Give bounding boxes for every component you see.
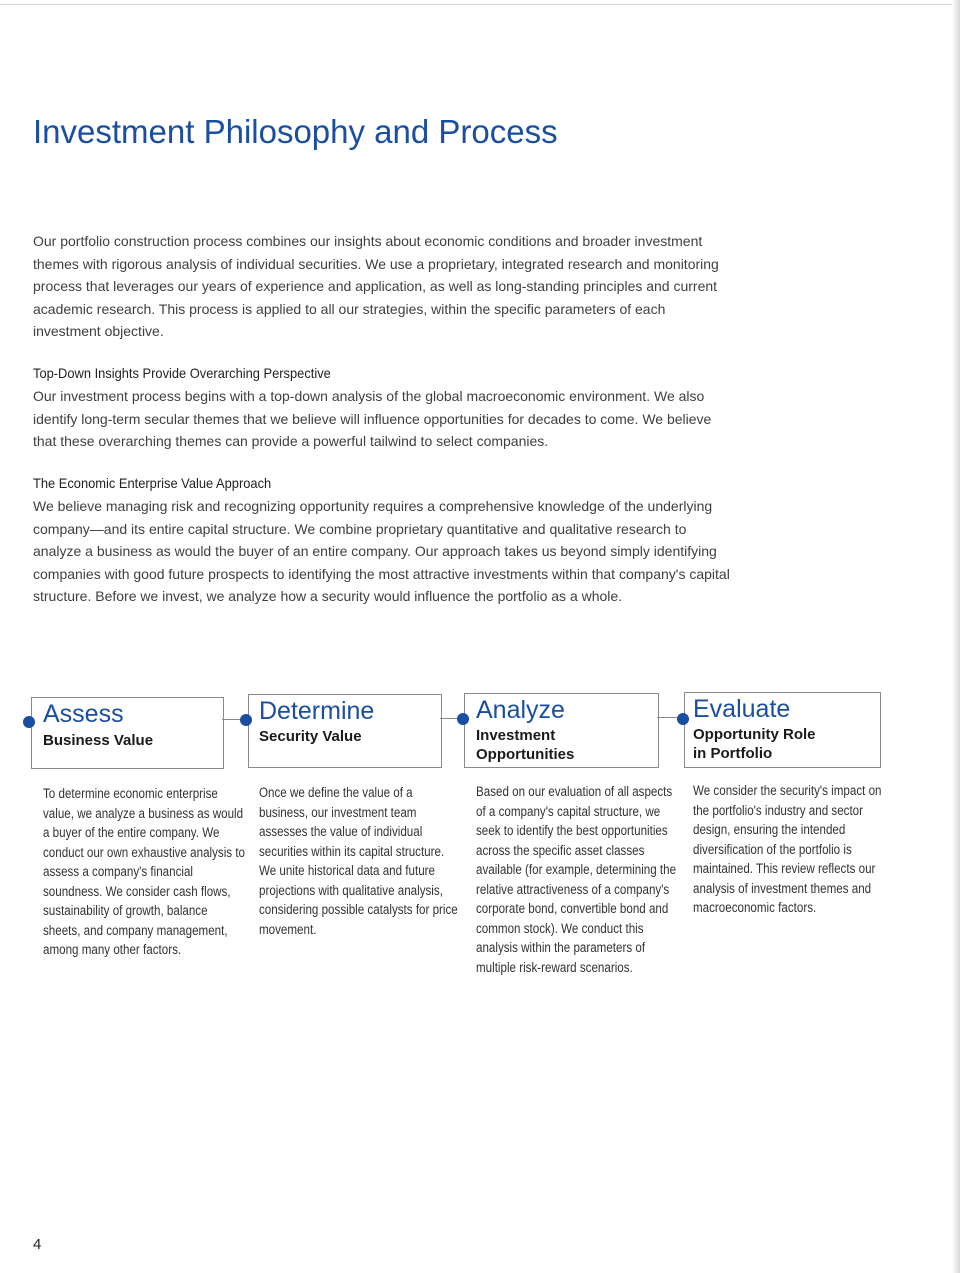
intro-paragraph: Our portfolio construction process combines our insights about economic conditions and broader investment themes with rigorous analysis of individual securities. We use a proprietary, integrated research and monitoring process that leverages our years of experience and application, as well as long-standing principles and current academic research. This process is applied to all our strategies, within the specific parameters of each investment objective. — [33, 233, 719, 340]
step-subtitle-determine: Security Value — [259, 728, 362, 745]
section-heading-top-down: Top-Down Insights Provide Overarching Perspective — [33, 365, 331, 381]
step-description-analyze: Based on our evaluation of all aspects of a company's capital structure, we seek to identify the best opportunities across the specific asset classes available (for example, determining the relative attractiveness of a company's corporate bond, convertible bond and common stock). We conduct this analysis within the parameters of multiple risk-reward scenarios. — [476, 784, 677, 975]
step-dot-determine — [240, 714, 252, 726]
step-title-determine: Determine — [259, 697, 375, 725]
step-description-assess: To determine economic enterprise value, we analyze a business as would a buyer of the entire company. We conduct our own exhaustive analysis to assess a company's financial soundness. We consider cash flows, sustainability of growth, balance sheets, and company management, among many other factors. — [43, 786, 246, 957]
step-dot-assess — [23, 716, 35, 728]
step-dot-analyze — [457, 713, 469, 725]
step-title-analyze: Analyze — [476, 696, 565, 724]
step-title-assess: Assess — [43, 700, 124, 728]
section-text-enterprise-value: We believe managing risk and recognizing opportunity requires a comprehensive knowledge of the underlying company—and its entire capital structure. We combine proprietary quantitative and qualitative research to analyze a business as would the buyer of an entire company. Our approach takes us beyond simply identifying companies with good future prospects to identifying the most attractive investments within that company's capital structure. Before we invest, we analyze how a security would influence the portfolio as a whole. — [33, 498, 730, 605]
step-subtitle-assess: Business Value — [43, 732, 154, 749]
step-description-evaluate: We consider the security's impact on the portfolio's industry and sector design, ensuring the intended diversification of the portfolio is maintained. This review reflects our analysis of investment themes and macroeconomic factors. — [693, 783, 882, 915]
step-subtitle-evaluate: Opportunity Role in Portfolio — [693, 726, 816, 762]
section-heading-enterprise-value: The Economic Enterprise Value Approach — [33, 475, 272, 491]
page-edge-shadow — [952, 0, 960, 1273]
step-subtitle-analyze: Investment Opportunities — [476, 727, 575, 763]
step-title-evaluate: Evaluate — [693, 695, 791, 723]
page-title: Investment Philosophy and Process — [33, 113, 558, 150]
page-number: 4 — [33, 1236, 42, 1253]
top-rule — [0, 4, 960, 5]
section-text-top-down: Our investment process begins with a top-down analysis of the global macroeconomic environment. We also identify long-term secular themes that we believe will influence opportunities for decades to come. We believe that these overarching themes can provide a powerful tailwind to select companies. — [33, 388, 712, 450]
step-dot-evaluate — [677, 713, 689, 725]
step-description-determine: Once we define the value of a business, our investment team assesses the value of individual securities within its capital structure. We unite historical data and future projections with qualitative analysis, considering possible catalysts for price movement. — [259, 785, 458, 937]
